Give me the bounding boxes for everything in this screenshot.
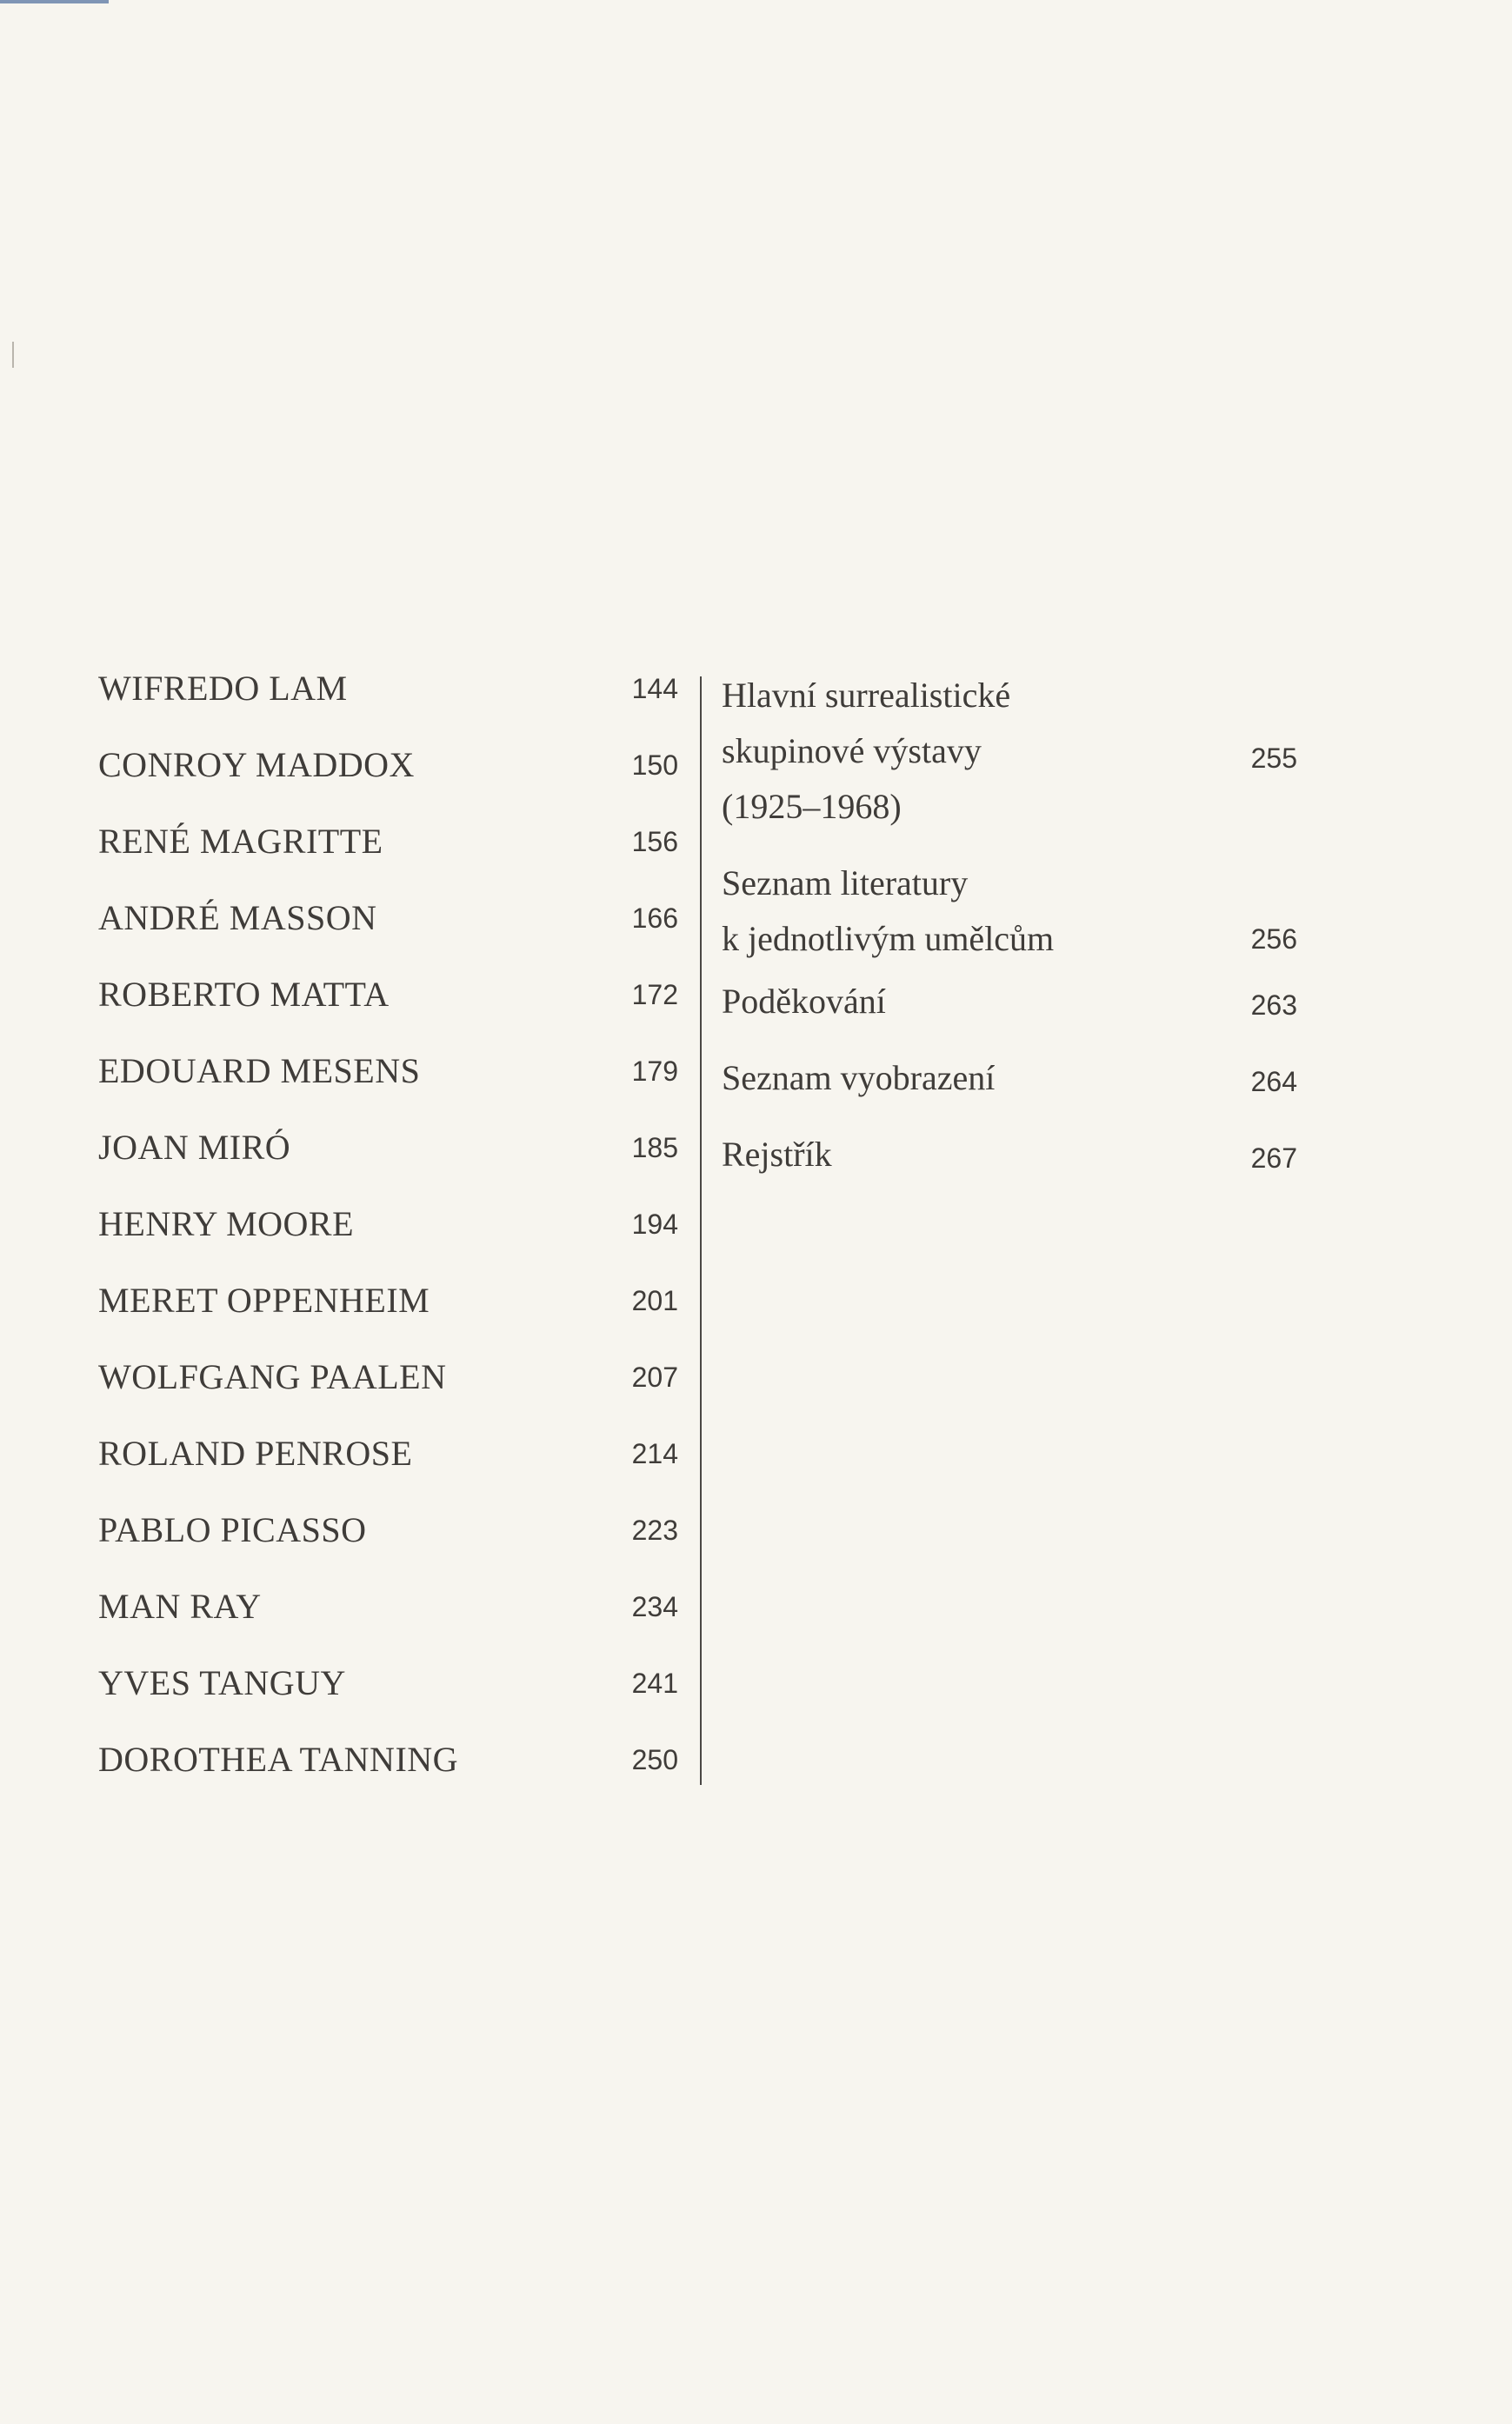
page-number: 144 xyxy=(631,673,678,704)
artist-name: WIFREDO LAM xyxy=(98,669,348,708)
page-number: 207 xyxy=(631,1362,678,1393)
toc-entry[interactable] xyxy=(98,1280,678,1356)
page-number: 255 xyxy=(1250,743,1297,774)
section-title-line: Poděkování xyxy=(722,982,886,1021)
section-title xyxy=(722,977,1174,1026)
scan-artifact-mark xyxy=(12,342,14,368)
page-number: 194 xyxy=(631,1209,678,1240)
artist-name: DOROTHEA TANNING xyxy=(98,1740,459,1779)
scan-edge-mark xyxy=(0,0,109,3)
toc-entry[interactable] xyxy=(722,856,1297,977)
page-number: 267 xyxy=(1250,1142,1297,1174)
artist-name: JOAN MIRÓ xyxy=(98,1128,291,1167)
artist-name: CONROY MADDOX xyxy=(98,745,415,784)
section-title-line: skupinové výstavy xyxy=(722,731,982,770)
section-list xyxy=(722,668,1297,1207)
section-title xyxy=(722,856,1174,967)
page-number: 256 xyxy=(1250,923,1297,955)
artist-name: RENÉ MAGRITTE xyxy=(98,822,383,861)
page-number: 264 xyxy=(1250,1066,1297,1097)
toc-entry[interactable] xyxy=(98,974,678,1050)
page-number: 179 xyxy=(631,1056,678,1087)
toc-entry[interactable] xyxy=(98,1127,678,1203)
toc-entry[interactable] xyxy=(98,1050,678,1127)
toc-entry[interactable] xyxy=(98,1509,678,1586)
artist-name: ROLAND PENROSE xyxy=(98,1434,413,1473)
page-number: 150 xyxy=(631,749,678,781)
toc-entry[interactable] xyxy=(722,1054,1297,1130)
page-number: 250 xyxy=(631,1744,678,1775)
artist-name: MAN RAY xyxy=(98,1587,262,1626)
page-number: 166 xyxy=(631,902,678,934)
artist-name: YVES TANGUY xyxy=(98,1663,346,1702)
artist-name: WOLFGANG PAALEN xyxy=(98,1357,447,1396)
page-number: 156 xyxy=(631,826,678,857)
page-number: 223 xyxy=(631,1515,678,1546)
toc-entry[interactable] xyxy=(722,668,1297,856)
page-number: 234 xyxy=(631,1591,678,1622)
section-title-line: k jednotlivým umělcům xyxy=(722,919,1055,958)
artist-name: ROBERTO MATTA xyxy=(98,975,390,1014)
toc-entry[interactable] xyxy=(98,744,678,821)
toc-entry[interactable] xyxy=(98,1203,678,1280)
section-title-line: Hlavní surrealistické xyxy=(722,676,1011,715)
page-number: 241 xyxy=(631,1668,678,1699)
artist-name: ANDRÉ MASSON xyxy=(98,898,377,937)
artist-name: PABLO PICASSO xyxy=(98,1510,367,1549)
toc-entry[interactable] xyxy=(98,1586,678,1662)
toc-entry[interactable] xyxy=(98,1739,678,1815)
toc-entry[interactable] xyxy=(98,897,678,974)
toc-entry[interactable] xyxy=(722,977,1297,1054)
section-title-line: Seznam vyobrazení xyxy=(722,1058,996,1097)
page-number: 214 xyxy=(631,1438,678,1469)
toc-entry[interactable] xyxy=(98,821,678,897)
toc-entry[interactable] xyxy=(722,1130,1297,1207)
page-number: 185 xyxy=(631,1132,678,1163)
toc-entry[interactable] xyxy=(98,1356,678,1433)
section-title xyxy=(722,668,1174,835)
section-title-line: Rejstřík xyxy=(722,1135,832,1174)
artist-list xyxy=(98,668,678,1815)
page-number: 201 xyxy=(631,1285,678,1316)
artist-name: HENRY MOORE xyxy=(98,1204,355,1243)
section-title-line: Seznam literatury xyxy=(722,863,969,902)
artist-name: EDOUARD MESENS xyxy=(98,1051,421,1090)
column-divider xyxy=(700,676,702,1785)
toc-entry[interactable] xyxy=(98,668,678,744)
page-number: 263 xyxy=(1250,989,1297,1021)
artist-name: MERET OPPENHEIM xyxy=(98,1281,430,1320)
section-title xyxy=(722,1054,1174,1102)
toc-entry[interactable] xyxy=(98,1662,678,1739)
section-title-line: (1925–1968) xyxy=(722,787,902,826)
page-number: 172 xyxy=(631,979,678,1010)
section-title xyxy=(722,1130,1174,1179)
toc-entry[interactable] xyxy=(98,1433,678,1509)
